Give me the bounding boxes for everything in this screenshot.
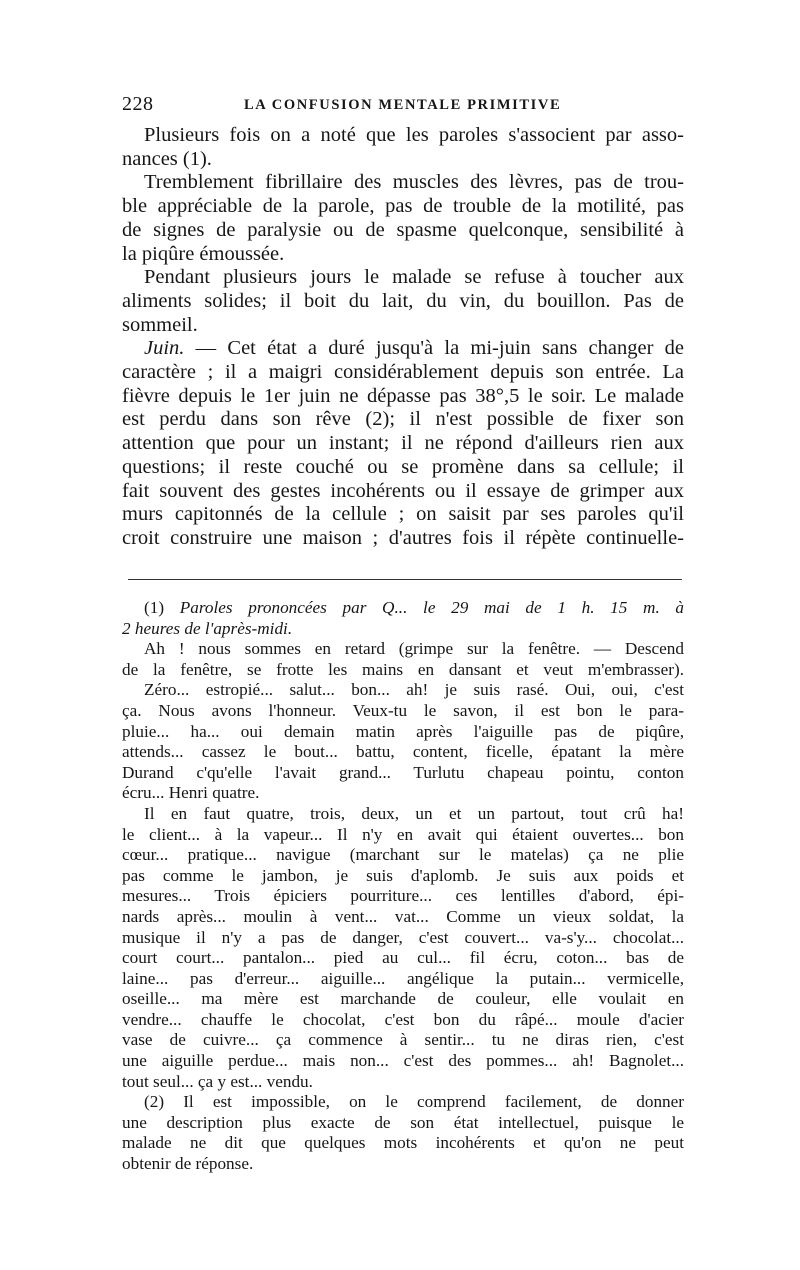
footnote-2-line: (2) Il est impossible, on le comprend facilement, de donner — [144, 1092, 684, 1112]
footnote-1-heading — [122, 598, 684, 619]
text-line: aliments solides; il boit du lait, du vin, du bouillon. Pas de — [122, 289, 684, 312]
footnote-1-title: Paroles prononcées par Q... le 29 mai de 1 h. 15 m. à — [179, 598, 684, 617]
running-title: LA CONFUSION MENTALE PRIMITIVE — [244, 97, 562, 113]
page-header — [122, 93, 688, 119]
footnote-line: mesures... Trois épiciers pourriture... ces lentilles d'abord, épi- — [122, 886, 684, 906]
footnote-line: Il en faut quatre, trois, deux, un et un partout, tout crû ha! — [144, 803, 684, 823]
text-line: questions; il reste couché ou se promène dans sa cellule; il — [122, 455, 684, 478]
footnote-line: vendre... chauffe le chocolat, c'est bon du râpé... moule d'acier — [122, 1009, 684, 1029]
text-line: croit construire une maison ; d'autres fois il répète continuelle- — [122, 526, 684, 549]
footnote-line: vase de cuivre... ça commence à sentir... tu ne diras rien, c'est — [122, 1030, 684, 1050]
footnotes — [122, 598, 684, 1175]
text-line: Tremblement fibrillaire des muscles des lèvres, pas de trou- — [144, 171, 684, 194]
footnote-1-label: (1) — [144, 598, 165, 617]
footnote-line: oseille... ma mère est marchande de couleur, elle voulait en — [122, 989, 684, 1009]
footnote-line: de la fenêtre, se frotte les mains en dansant et veut m'embrasser). — [122, 659, 684, 679]
text-line-juin — [122, 337, 684, 361]
footnote-2-line: une description plus exacte de son état intellectuel, puisque le — [122, 1112, 684, 1132]
footnote-2-line: malade ne dit que quelques mots incohérents et qu'on ne peut — [122, 1133, 684, 1153]
footnote-line: attends... cassez le bout... battu, content, ficelle, épatant la mère — [122, 742, 684, 762]
footnote-line: laine... pas d'erreur... aiguille... angélique la putain... vermicelle, — [122, 968, 684, 988]
footnote-1-heading-cont: 2 heures de l'après-midi. — [122, 618, 293, 638]
footnote-line: pas comme le jambon, je suis d'aplomb. Je suis aux poids et — [122, 865, 684, 885]
text-line: murs capitonnés de la cellule ; on saisit par ses paroles qu'il — [122, 503, 684, 526]
footnote-line: nards après... moulin à vent... vat... Comme un vieux soldat, la — [122, 906, 684, 926]
footnote-line: écru... Henri quatre. — [122, 783, 260, 803]
text-line: est perdu dans son rêve (2); il n'est possible de fixer son — [122, 408, 684, 431]
footnote-line: Durand c'qu'elle l'avait grand... Turlutu chapeau pointu, conton — [122, 762, 684, 782]
footnote-line: court court... pantalon... pied au cul... fil écru, coton... bas de — [122, 948, 684, 968]
footnote-line: pluie... ha... oui demain matin après l'aiguille pas de piqûre, — [122, 721, 684, 741]
page-number: 228 — [122, 93, 154, 115]
text-line: ble appréciable de la parole, pas de trouble de la motilité, pas — [122, 195, 684, 218]
footnote-separator — [128, 579, 682, 580]
text-line: fait souvent des gestes incohérents ou il essaye de grimper aux — [122, 479, 684, 502]
text-line: de signes de paralysie ou de spasme quelconque, sensibilité à — [122, 218, 684, 241]
footnote-line: cœur... pratique... navigue (marchant sur le matelas) ça ne plie — [122, 845, 684, 865]
juin-text: — Cet état a duré jusqu'à la mi-juin sans changer de — [195, 337, 684, 360]
footnote-line: le client... à la vapeur... Il n'y en avait qui étaient ouvertes... bon — [122, 824, 684, 844]
juin-label: Juin. — [144, 337, 185, 360]
footnote-line: musique il n'y a pas de danger, c'est couvert... va-s'y... chocolat... — [122, 927, 684, 947]
footnote-line: tout seul... ça y est... vendu. — [122, 1071, 313, 1091]
text-line: fièvre depuis le 1er juin ne dépasse pas 38°,5 le soir. Le malade — [122, 384, 684, 407]
footnote-line: ça. Nous avons l'honneur. Veux-tu le savon, il est bon le para- — [122, 700, 684, 720]
footnote-line: une aiguille perdue... mais non... c'est des pommes... ah! Bagnolet... — [122, 1051, 684, 1071]
text-line: Plusieurs fois on a noté que les paroles s'associent par asso- — [144, 124, 684, 146]
footnote-line: Zéro... estropié... salut... bon... ah! je suis rasé. Oui, oui, c'est — [144, 680, 684, 700]
main-text — [122, 124, 684, 551]
text-line: caractère ; il a maigri considérablement depuis son entrée. La — [122, 361, 684, 384]
footnote-line: Ah ! nous sommes en retard (grimpe sur la fenêtre. — Descend — [144, 639, 684, 659]
text-line: Pendant plusieurs jours le malade se refuse à toucher aux — [144, 266, 684, 289]
footnote-2-line: obtenir de réponse. — [122, 1154, 254, 1174]
text-line: sommeil. — [122, 313, 198, 336]
text-line: la piqûre émoussée. — [122, 242, 285, 265]
text-line: nances (1). — [122, 147, 212, 170]
text-line: attention que pour un instant; il ne répond d'ailleurs rien aux — [122, 432, 684, 455]
